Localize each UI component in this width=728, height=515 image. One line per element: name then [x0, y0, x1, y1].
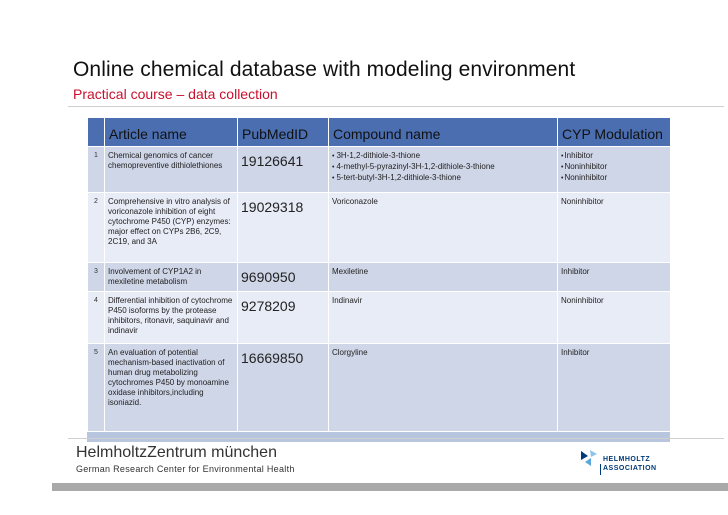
compound-cell: Clorgyline — [329, 344, 558, 432]
row-number: 1 — [88, 147, 105, 193]
article-cell: An evaluation of potential mechanism-based inactivation of human drug metabolizing cytochromes P450 by monoamine oxidase inhibitors,including isoniazid. — [105, 344, 238, 432]
association-line-1: HELMHOLTZ — [603, 456, 651, 463]
row-number: 2 — [88, 193, 105, 263]
cyp-item: • Inhibitor — [561, 151, 667, 162]
cyp-cell: Noninhibitor — [558, 193, 671, 263]
compound-cell: Indinavir — [329, 292, 558, 344]
data-table-container — [87, 117, 670, 442]
compound-item: • 5-tert-butyl-3H-1,2-dithiole-3-thione — [332, 173, 554, 184]
table-row — [88, 292, 671, 344]
article-cell: Involvement of CYP1A2 in mexiletine metabolism — [105, 263, 238, 292]
header-pubmed-id: PubMedID — [238, 118, 329, 147]
cyp-cell — [558, 147, 671, 193]
header-index — [88, 118, 105, 147]
row-number: 5 — [88, 344, 105, 432]
cyp-cell: Inhibitor — [558, 263, 671, 292]
row-number: 3 — [88, 263, 105, 292]
association-divider — [600, 464, 601, 475]
bottom-bar — [52, 483, 728, 491]
table-row — [88, 193, 671, 263]
article-cell: Differential inhibition of cytochrome P450 isoforms by the protease inhibitors, ritonavir, saquinavir and indinavir — [105, 292, 238, 344]
pmid-cell: 16669850 — [238, 344, 329, 432]
association-line-2: ASSOCIATION — [603, 465, 657, 472]
table-row — [88, 147, 671, 193]
compound-cell: Mexiletine — [329, 263, 558, 292]
compound-item: • 4-methyl-5-pyrazinyl-3H-1,2-dithiole-3-thione — [332, 162, 554, 173]
table-header-row — [88, 118, 671, 147]
article-cell: Comprehensive in vitro analysis of voriconazole inhibition of eight cytochrome P450 (CYP) enzymes: major effect on CYPs 2B6, 2C9, 2C19, and 3A — [105, 193, 238, 263]
compound-item: • 3H-1,2-dithiole-3-thione — [332, 151, 554, 162]
title-divider — [68, 106, 724, 107]
header-compound-name: Compound name — [329, 118, 558, 147]
compound-cell — [329, 147, 558, 193]
cyp-item: • Noninhibitor — [561, 162, 667, 173]
compound-cell: Voriconazole — [329, 193, 558, 263]
table-row — [88, 344, 671, 432]
pmid-cell: 19126641 — [238, 147, 329, 193]
cyp-cell: Inhibitor — [558, 344, 671, 432]
helmholtz-zentrum-tagline: German Research Center for Environmental Health — [76, 464, 295, 474]
cyp-cell: Noninhibitor — [558, 292, 671, 344]
helmholtz-zentrum-logo: HelmholtzZentrum münchen — [76, 444, 277, 461]
pmid-cell: 9690950 — [238, 263, 329, 292]
footer-divider — [68, 438, 724, 439]
slide-subtitle: Practical course – data collection — [73, 86, 278, 102]
slide-title: Online chemical database with modeling environment — [73, 58, 576, 81]
header-article-name: Article name — [105, 118, 238, 147]
pmid-cell: 9278209 — [238, 292, 329, 344]
row-number: 4 — [88, 292, 105, 344]
helmholtz-association-logo — [579, 446, 659, 482]
article-cell: Chemical genomics of cancer chemopreventive dithiolethiones — [105, 147, 238, 193]
compound-table — [87, 117, 670, 432]
helmholtz-mark-icon — [579, 448, 599, 468]
pmid-cell: 19029318 — [238, 193, 329, 263]
cyp-item: • Noninhibitor — [561, 173, 667, 184]
header-cyp-modulation: CYP Modulation — [558, 118, 671, 147]
table-row — [88, 263, 671, 292]
